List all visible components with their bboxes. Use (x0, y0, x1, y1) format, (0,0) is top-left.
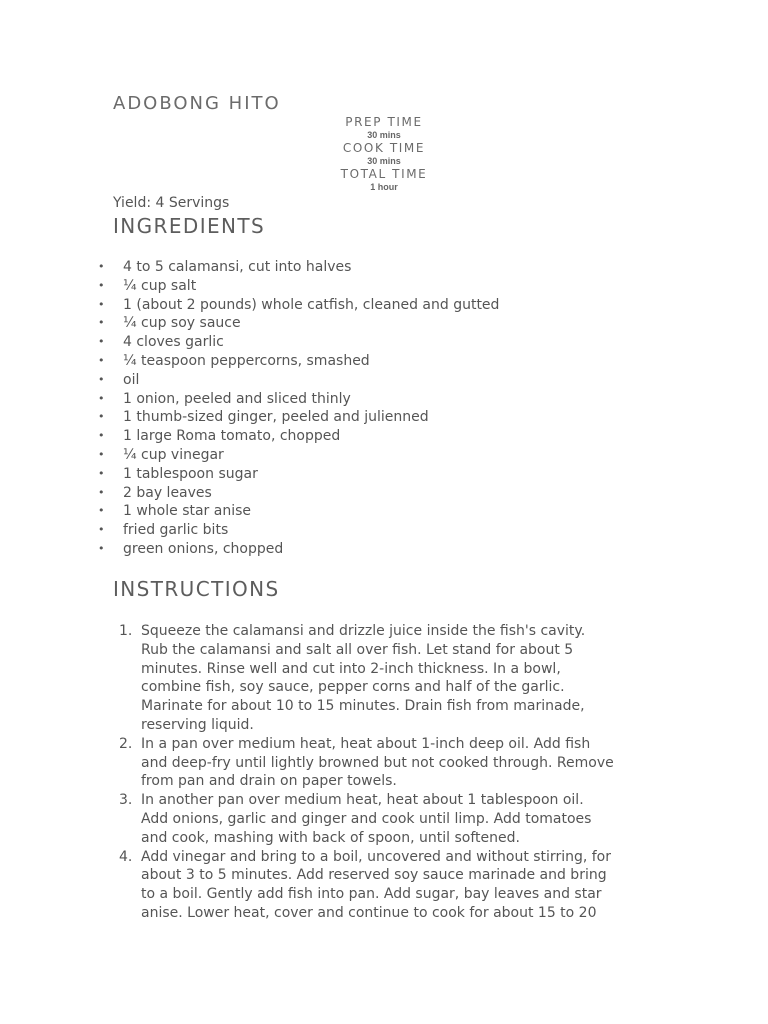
instruction-step (113, 791, 673, 847)
ingredient-item (95, 371, 715, 390)
ingredient-text: 1 tablespoon sugar (123, 465, 258, 482)
bullet-icon: • (98, 504, 105, 518)
bullet-icon: • (98, 260, 105, 273)
step-line: Rub the calamansi and salt all over fish. Let stand for about 5 (141, 641, 574, 658)
step-line: minutes. Rinse well and cut into 2-inch thickness. In a bowl, (141, 660, 561, 677)
ingredient-item (95, 427, 715, 446)
step-number: 4. (119, 848, 133, 865)
instructions-list (113, 622, 673, 923)
ingredient-text: green onions, chopped (123, 540, 284, 557)
ingredient-text: ¼ cup soy sauce (123, 315, 241, 332)
cook-time-value: 30 mins (367, 156, 401, 166)
ingredient-text: 1 onion, peeled and sliced thinly (123, 390, 351, 407)
total-time-label: TOTAL TIME (340, 167, 428, 181)
ingredient-item (95, 333, 715, 352)
instruction-step (113, 848, 673, 923)
step-number: 1. (119, 623, 133, 639)
ingredients-list (95, 258, 715, 559)
ingredient-text: ¼ cup vinegar (123, 446, 224, 463)
instruction-step (113, 735, 673, 791)
step-number: 2. (119, 735, 133, 752)
ingredient-item (95, 277, 715, 296)
ingredient-text: fried garlic bits (123, 522, 229, 539)
ingredient-item (95, 540, 715, 559)
total-time-value: 1 hour (370, 182, 398, 192)
ingredient-item (95, 352, 715, 371)
ingredient-item (95, 484, 715, 503)
bullet-icon: • (98, 316, 105, 330)
recipe-times (300, 115, 468, 193)
bullet-icon: • (98, 353, 105, 367)
ingredient-item (95, 502, 715, 521)
ingredient-text: 2 bay leaves (123, 484, 212, 501)
step-line: and cook, mashing with back of spoon, until softened. (141, 829, 520, 846)
step-line: and deep-fry until lightly browned but not cooked through. Remove (141, 754, 614, 771)
ingredient-text: ¼ teaspoon peppercorns, smashed (123, 352, 370, 369)
ingredient-item (95, 390, 715, 409)
bullet-icon: • (98, 335, 105, 349)
ingredient-text: oil (123, 371, 140, 388)
instructions-heading: INSTRUCTIONS (113, 577, 280, 601)
bullet-icon: • (98, 447, 105, 461)
prep-time-value: 30 mins (367, 130, 401, 140)
step-line: about 3 to 5 minutes. Add reserved soy sauce marinade and bring (141, 867, 607, 884)
step-line: combine fish, soy sauce, pepper corns and half of the garlic. (141, 679, 565, 696)
step-line: reserving liquid. (141, 716, 254, 733)
bullet-icon: • (98, 297, 105, 311)
step-line: to a boil. Gently add fish into pan. Add sugar, bay leaves and star (141, 886, 602, 903)
instruction-step (113, 622, 673, 735)
recipe-yield: Yield: 4 Servings (113, 195, 230, 211)
ingredient-text: ¼ cup salt (123, 277, 197, 294)
ingredient-item (95, 446, 715, 465)
step-line: In another pan over medium heat, heat about 1 tablespoon oil. (141, 792, 584, 809)
bullet-icon: • (98, 278, 105, 292)
ingredient-item (95, 258, 715, 277)
bullet-icon: • (98, 429, 105, 443)
ingredients-heading: INGREDIENTS (113, 214, 266, 238)
bullet-icon: • (98, 391, 105, 405)
cook-time-label: COOK TIME (342, 141, 426, 155)
ingredient-item (95, 408, 715, 427)
step-line: In a pan over medium heat, heat about 1-inch deep oil. Add fish (141, 735, 591, 752)
ingredient-item (95, 465, 715, 484)
ingredient-text: 4 to 5 calamansi, cut into halves (123, 259, 352, 275)
bullet-icon: • (98, 485, 105, 499)
bullet-icon: • (98, 466, 105, 480)
step-line: Marinate for about 10 to 15 minutes. Drain fish from marinade, (141, 698, 585, 715)
ingredient-item (95, 314, 715, 333)
ingredient-item (95, 296, 715, 315)
prep-time-label: PREP TIME (345, 115, 423, 129)
ingredient-text: 4 cloves garlic (123, 334, 224, 351)
bullet-icon: • (98, 541, 105, 555)
ingredient-text: 1 (about 2 pounds) whole catfish, cleaned and gutted (123, 296, 500, 313)
step-line: from pan and drain on paper towels. (141, 773, 397, 790)
ingredient-text: 1 large Roma tomato, chopped (123, 428, 341, 445)
bullet-icon: • (98, 410, 105, 424)
ingredient-text: 1 whole star anise (123, 503, 252, 520)
ingredient-item (95, 521, 715, 540)
step-line: anise. Lower heat, cover and continue to cook for about 15 to 20 (141, 904, 597, 921)
step-line: Add onions, garlic and ginger and cook until limp. Add tomatoes (141, 810, 592, 827)
bullet-icon: • (98, 372, 105, 386)
ingredient-text: 1 thumb-sized ginger, peeled and julienned (123, 409, 429, 426)
step-line: Squeeze the calamansi and drizzle juice inside the fish's cavity. (141, 623, 586, 639)
bullet-icon: • (98, 523, 105, 537)
step-number: 3. (119, 792, 133, 809)
step-line: Add vinegar and bring to a boil, uncovered and without stirring, for (141, 848, 611, 865)
recipe-title: ADOBONG HITO (113, 93, 281, 114)
